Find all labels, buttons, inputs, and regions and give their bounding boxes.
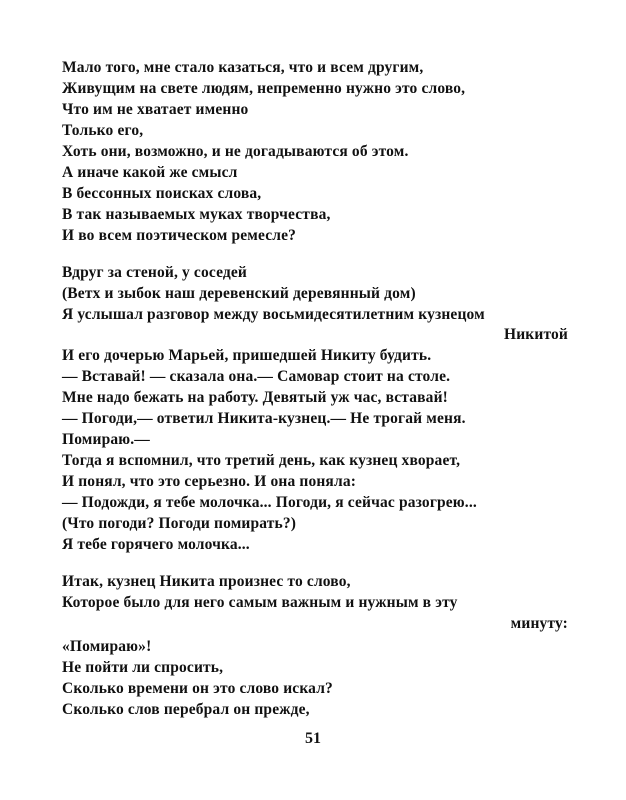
poem-line: Живущим на свете людям, непременно нужно это слово, xyxy=(62,80,466,97)
poem-line: Только его, xyxy=(62,122,144,139)
poem-line: В так называемых муках творчества, xyxy=(62,206,331,223)
poem-line: Я услышал разговор между восьмидесятилетним кузнецом xyxy=(62,306,485,323)
poem-line: И понял, что это серьезно. И она поняла: xyxy=(62,473,357,490)
poem-line: Мало того, мне стало казаться, что и всем другим, xyxy=(62,59,424,76)
poem-line: Мне надо бежать на работу. Девятый уж час, вставай! xyxy=(62,389,448,406)
poem-line: Хоть они, возможно, и не догадываются об этом. xyxy=(62,143,409,160)
poem-line: И во всем поэтическом ремесле? xyxy=(62,227,297,244)
poem-line-continuation: минуту: xyxy=(510,615,568,632)
poem-line: — Вставай! — сказала она.— Самовар стоит на столе. xyxy=(62,368,451,385)
poem-line: Не пойти ли спросить, xyxy=(62,659,224,676)
poem-line: (Что погоди? Погоди помирать?) xyxy=(62,515,297,532)
poem-line: Вдруг за стеной, у соседей xyxy=(62,264,248,281)
poem-line: Что им не хватает именно xyxy=(62,101,249,118)
page-number: 51 xyxy=(305,730,321,747)
poem-line: — Подожди, я тебе молочка... Погоди, я сейчас разогрею... xyxy=(62,494,477,511)
poem-line: Итак, кузнец Никита произнес то слово, xyxy=(62,573,351,590)
poem-line: «Помираю»! xyxy=(62,638,152,655)
poem-line: Сколько слов перебрал он прежде, xyxy=(62,701,310,718)
poem-line: Которое было для него самым важным и нужным в эту xyxy=(62,594,458,611)
poem-line: В бессонных поисках слова, xyxy=(62,185,262,202)
poem-line: Тогда я вспомнил, что третий день, как кузнец хворает, xyxy=(62,452,461,469)
poem-line: Я тебе горячего молочка... xyxy=(62,536,250,553)
poem-line: Сколько времени он это слово искал? xyxy=(62,680,333,697)
poem-line: (Ветх и зыбок наш деревенский деревянный дом) xyxy=(62,285,416,302)
poem-line: И его дочерью Марьей, пришедшей Никиту будить. xyxy=(62,347,432,364)
poem-line: Помираю.— xyxy=(62,431,150,448)
poem-line: — Погоди,— ответил Никита-кузнец.— Не трогай меня. xyxy=(62,410,466,427)
poem-line: А иначе какой же смысл xyxy=(62,164,238,181)
poem-line-continuation: Никитой xyxy=(504,326,568,343)
